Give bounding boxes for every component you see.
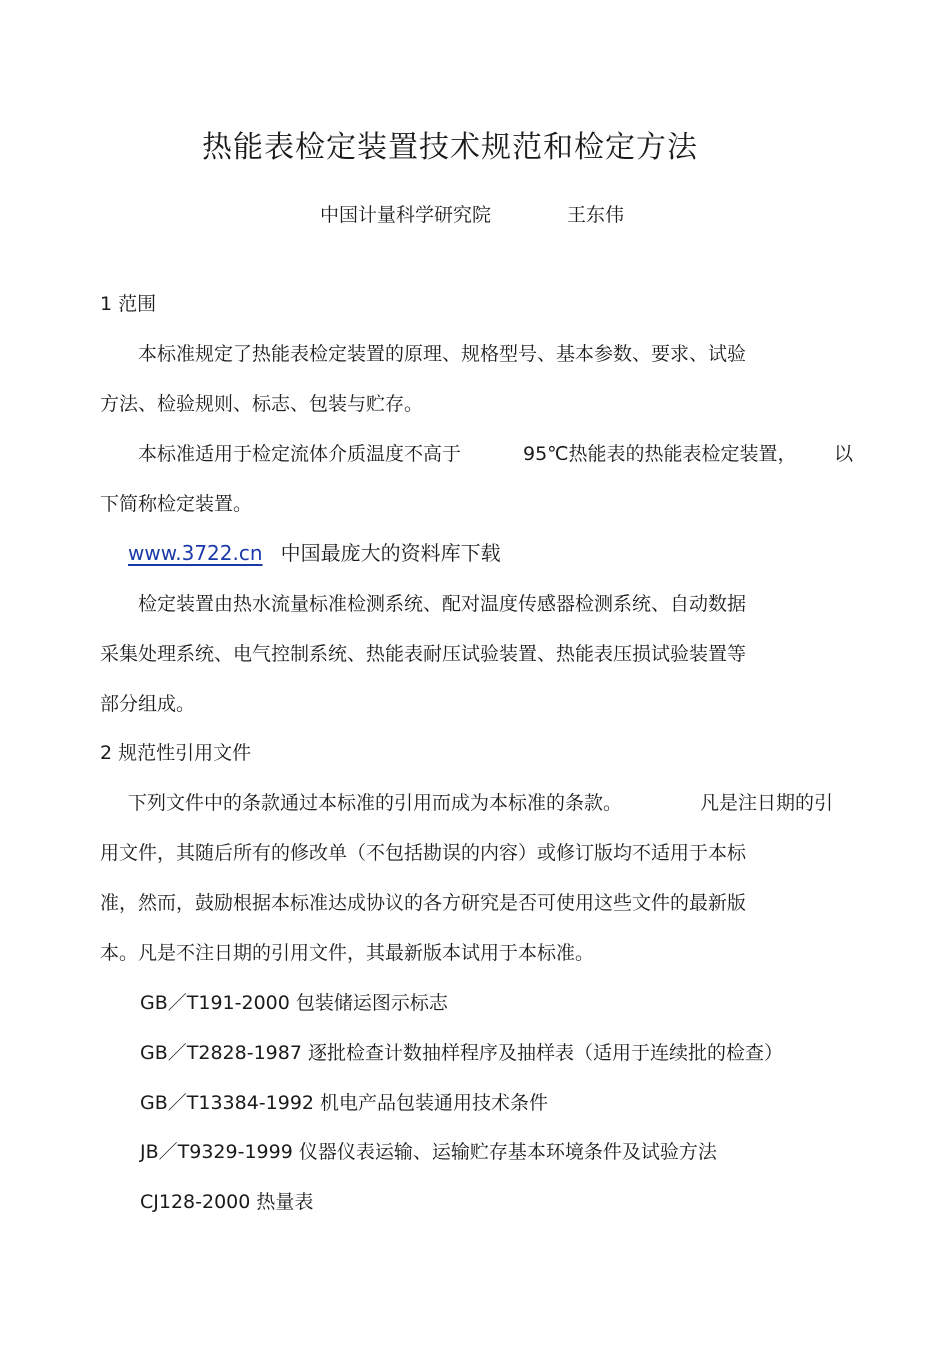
section-1-heading: 1 范围 (100, 293, 157, 315)
reference-item: GB／T2828-1987 逐批检查计数抽样程序及抽样表（适用于连续批的检查） (140, 1042, 783, 1064)
reference-item: CJ128-2000 热量表 (140, 1191, 314, 1213)
section-2-heading: 2 规范性引用文件 (100, 742, 252, 764)
promo-link[interactable]: www.3722.cn (128, 541, 263, 565)
paragraph-line: 准，然而，鼓励根据本标准达成协议的各方研究是否可使用这些文件的最新版 (100, 892, 747, 914)
reference-item: GB／T13384-1992 机电产品包装通用技术条件 (140, 1092, 549, 1114)
author-name: 王东伟 (567, 204, 625, 226)
promo-text: 中国最庞大的资料库下载 (280, 541, 501, 565)
paragraph-line: 本标准适用于检定流体介质温度不高于 (138, 443, 462, 465)
paragraph-line: 部分组成。 (100, 693, 196, 715)
paragraph-line: 下简称检定装置。 (100, 493, 253, 515)
document-title: 热能表检定装置技术规范和检定方法 (202, 130, 698, 165)
author-institution: 中国计量科学研究院 (320, 204, 492, 226)
paragraph-line: 用文件，其随后所有的修改单（不包括勘误的内容）或修订版均不适用于本标 (100, 842, 747, 864)
reference-item: GB／T191-2000 包装储运图示标志 (140, 992, 448, 1014)
promo-line (128, 540, 501, 567)
paragraph-line: 方法、检验规则、标志、包装与贮存。 (100, 393, 424, 415)
paragraph-line: 下列文件中的条款通过本标准的引用而成为本标准的条款。 (128, 792, 623, 814)
paragraph-line: 检定装置由热水流量标准检测系统、配对温度传感器检测系统、自动数据 (138, 593, 747, 615)
paragraph-line: 采集处理系统、电气控制系统、热能表耐压试验装置、热能表压损试验装置等 (100, 643, 747, 665)
paragraph-line: 凡是注日期的引 (700, 792, 834, 814)
paragraph-line: 本。凡是不注日期的引用文件，其最新版本试用于本标准。 (100, 942, 595, 964)
paragraph-line: 95℃热能表的热能表检定装置， (523, 443, 797, 465)
reference-item: JB／T9329-1999 仪器仪表运输、运输贮存基本环境条件及试验方法 (140, 1141, 717, 1163)
paragraph-line: 以 (834, 443, 854, 465)
paragraph-line: 本标准规定了热能表检定装置的原理、规格型号、基本参数、要求、试验 (138, 343, 747, 365)
